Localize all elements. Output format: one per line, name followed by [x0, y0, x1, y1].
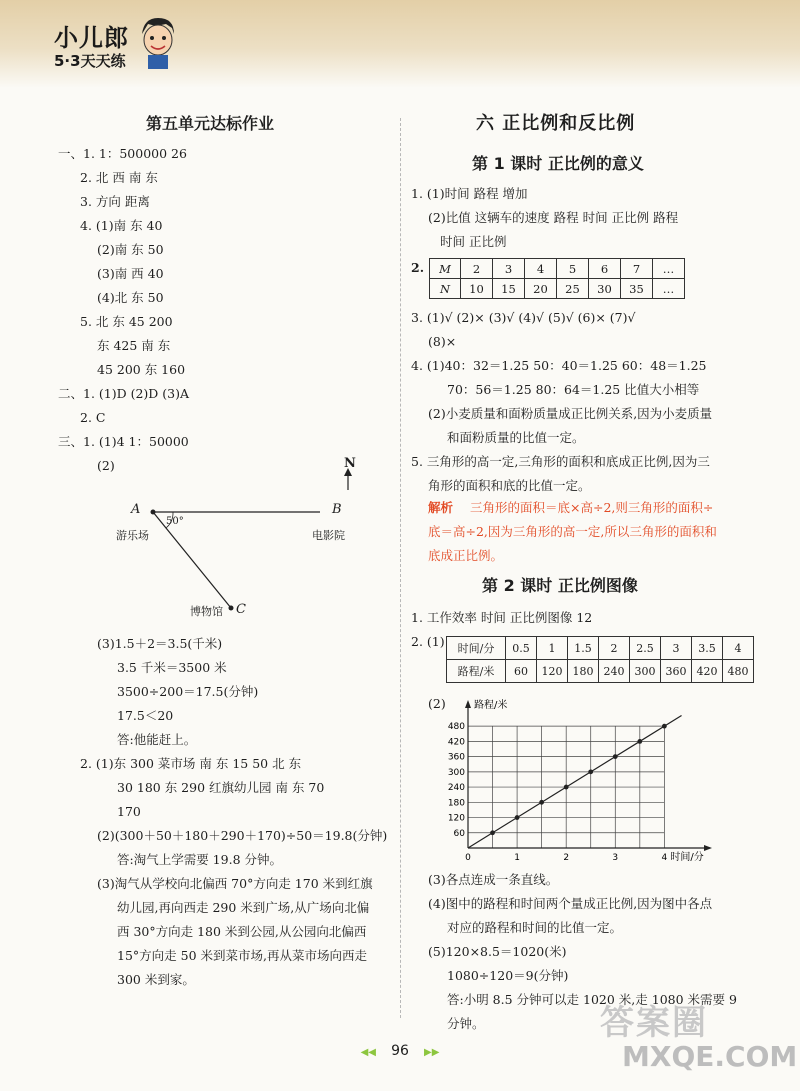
answer-line: 对应的路程和时间的比值一定。	[447, 920, 623, 935]
answer-line: (2)小麦质量和面粉质量成正比例关系,因为小麦质量	[428, 406, 713, 421]
left-line: 170	[117, 804, 141, 819]
point-a	[151, 510, 156, 515]
answer-line: 5. 三角形的高一定,三角形的面积和底成正比例,因为三	[411, 454, 710, 469]
y-axis-arrow	[465, 700, 471, 708]
x-axis-label: 时间/分	[670, 852, 704, 863]
table-cell: 6	[589, 259, 621, 279]
table-cell: 1	[537, 637, 568, 660]
analysis-line: 底＝高÷2,因为三角形的高一定,所以三角形的面积和	[428, 524, 717, 539]
table-row	[447, 637, 754, 660]
answer-line: 70：56＝1.25 80：64＝1.25 比值大小相等	[447, 382, 700, 397]
left-line: 15°方向走 50 米到菜市场,再从菜市场向西走	[117, 948, 367, 963]
left-line: 答:淘气上学需要 19.8 分钟。	[117, 852, 282, 867]
table-cell: 10	[461, 279, 493, 299]
table-cell: M	[430, 259, 461, 279]
table-cell: 360	[661, 660, 692, 683]
left-line: 3500÷200＝17.5(分钟)	[117, 684, 259, 699]
answer-line: 1. (1)时间 路程 增加	[411, 186, 528, 201]
left-line: 2. C	[80, 410, 106, 425]
left-line: 二、1. (1)D (2)D (3)A	[58, 386, 190, 401]
prev-page-icon[interactable]: ◀◀	[360, 1047, 376, 1058]
left-line: 30 180 东 290 红旗幼儿园 南 东 70	[117, 780, 325, 795]
table-time-distance	[446, 636, 754, 683]
line-a-c	[153, 512, 231, 608]
brand-logo	[48, 12, 188, 72]
answer-line: (2)比值 这辆车的速度 路程 时间 正比例 路程	[428, 210, 679, 225]
answer-line: 2. (1)	[411, 634, 445, 649]
table-cell: 30	[589, 279, 621, 299]
left-line: 2. (1)东 300 菜市场 南 东 15 50 北 东	[80, 756, 302, 771]
point-b-label: B	[332, 502, 342, 517]
table-cell: 4	[525, 259, 557, 279]
left-line: 3.5 千米＝3500 米	[117, 660, 227, 675]
y-tick-label: 480	[447, 722, 465, 733]
table-cell: 5	[557, 259, 589, 279]
analysis-line: 三角形的面积＝底×高÷2,则三角形的面积÷	[470, 500, 714, 515]
left-line: 西 30°方向走 180 米到公园,从公园向北偏西	[117, 924, 367, 939]
watermark-url: MXQE.COM	[622, 1040, 798, 1073]
y-tick-label: 360	[447, 752, 465, 763]
north-label: N	[344, 456, 356, 471]
table-cell: 2	[599, 637, 630, 660]
table-cell: 2.5	[630, 637, 661, 660]
chapter-title: 六 正比例和反比例	[476, 113, 636, 134]
x-tick-label: 2	[563, 853, 570, 863]
data-point	[588, 769, 593, 774]
data-point	[564, 785, 569, 790]
table-cell: 4	[723, 637, 754, 660]
table-cell: 3	[493, 259, 525, 279]
table-cell: 3.5	[692, 637, 723, 660]
watermark-text: 答案圈	[600, 1003, 708, 1043]
column-divider	[400, 118, 401, 1018]
data-point	[490, 830, 495, 835]
answer-line: 分钟。	[447, 1016, 485, 1031]
table-cell: 时间/分	[447, 637, 506, 660]
x-axis-arrow	[704, 845, 712, 851]
answer-line: (4)图中的路程和时间两个量成正比例,因为图中各点	[428, 896, 713, 911]
left-line: 一、1. 1：500000 26	[58, 146, 187, 161]
y-axis-label: 路程/米	[474, 700, 508, 711]
distance-time-chart	[440, 696, 740, 866]
y-tick-label: 120	[447, 813, 465, 824]
data-point	[539, 800, 544, 805]
mascot-icon	[136, 14, 180, 70]
analysis-label: 解析	[428, 500, 454, 515]
answer-line: 角形的面积和底的比值一定。	[428, 478, 591, 493]
series-line	[468, 715, 682, 848]
y-tick-label: 60	[453, 828, 465, 839]
left-line: 答:他能赶上。	[117, 732, 197, 747]
table-cell: 240	[599, 660, 630, 683]
left-line: 幼儿园,再向西走 290 米到广场,从广场向北偏	[117, 900, 370, 915]
lesson1-title: 第 1 课时 正比例的意义	[472, 154, 644, 173]
point-a-label: A	[131, 502, 141, 517]
table-cell: 300	[630, 660, 661, 683]
left-line: 东 425 南 东	[97, 338, 171, 353]
point-c	[229, 606, 234, 611]
answer-line: 1080÷120＝9(分钟)	[447, 968, 569, 983]
left-line: 2. 北 西 南 东	[80, 170, 158, 185]
left-section-title: 第五单元达标作业	[146, 114, 275, 133]
left-line: (3)南 西 40	[97, 266, 164, 281]
table-row	[430, 259, 685, 279]
table-cell: 7	[621, 259, 653, 279]
brand-subtitle: 5·3天天练	[54, 52, 126, 70]
left-line: 4. (1)南 东 40	[80, 218, 163, 233]
table-cell: 35	[621, 279, 653, 299]
table-cell: 480	[723, 660, 754, 683]
table-cell: 60	[506, 660, 537, 683]
answer-line: 3. (1)√ (2)× (3)√ (4)√ (5)√ (6)× (7)√	[411, 310, 636, 325]
place-label: 博物馆	[190, 605, 223, 618]
left-line: 45 200 东 160	[97, 362, 186, 377]
table-cell: 0.5	[506, 637, 537, 660]
table-cell: …	[653, 279, 685, 299]
answer-line: 4. (1)40：32＝1.25 50：40＝1.25 60：48＝1.25	[411, 358, 707, 373]
x-tick-label: 4	[661, 853, 668, 863]
answer-line: 1. 工作效率 时间 正比例图像 12	[411, 610, 593, 625]
table-cell: 180	[568, 660, 599, 683]
point-c-label: C	[236, 602, 246, 617]
table-cell: N	[430, 279, 461, 299]
table-cell: 3	[661, 637, 692, 660]
table-cell: 2	[461, 259, 493, 279]
brand-title: 小儿郎	[54, 24, 129, 52]
answer-line: (8)×	[428, 334, 457, 349]
lesson2-title: 第 2 课时 正比例图像	[482, 576, 638, 595]
y-tick-label: 180	[447, 798, 465, 809]
table-cell: 路程/米	[447, 660, 506, 683]
left-line: (2)南 东 50	[97, 242, 164, 257]
answer-line: 时间 正比例	[440, 234, 507, 249]
left-line: (2)(300＋50＋180＋290＋170)÷50＝19.8(分钟)	[97, 828, 388, 843]
table-cell: 120	[537, 660, 568, 683]
left-line: (4)北 东 50	[97, 290, 164, 305]
y-tick-label: 240	[447, 783, 465, 794]
next-page-icon[interactable]: ▶▶	[424, 1047, 440, 1058]
x-tick-label: 0	[465, 853, 471, 863]
table-m-n	[429, 258, 685, 299]
y-tick-label: 420	[447, 737, 465, 748]
table-cell: 25	[557, 279, 589, 299]
page-number: 96	[391, 1043, 409, 1059]
left-line: (2)	[97, 458, 115, 473]
answer-line: (3)各点连成一条直线。	[428, 872, 559, 887]
answer-line: (5)120×8.5＝1020(米)	[428, 944, 567, 959]
angle-label: 50°	[166, 516, 184, 527]
table-row	[430, 279, 685, 299]
table-cell: 20	[525, 279, 557, 299]
data-point	[515, 815, 520, 820]
left-line: 300 米到家。	[117, 972, 195, 987]
left-line: 5. 北 东 45 200	[80, 314, 173, 329]
table-row	[447, 660, 754, 683]
data-point	[613, 754, 618, 759]
data-point	[637, 739, 642, 744]
left-line: 17.5＜20	[117, 708, 174, 723]
answer-line: 答:小明 8.5 分钟可以走 1020 米,走 1080 米需要 9	[447, 992, 737, 1007]
x-tick-label: 1	[514, 853, 520, 863]
data-point	[662, 724, 667, 729]
answer-line: 和面粉质量的比值一定。	[447, 430, 585, 445]
x-tick-label: 3	[612, 853, 619, 863]
place-label: 电影院	[312, 529, 345, 542]
analysis-line: 底成正比例。	[428, 548, 504, 563]
table-cell: …	[653, 259, 685, 279]
answer-number: 2.	[411, 260, 425, 275]
left-line: (3)淘气从学校向北偏西 70°方向走 170 米到红旗	[97, 876, 373, 891]
answer-line: (2)	[428, 696, 446, 711]
left-line: (3)1.5＋2＝3.5(千米)	[97, 636, 223, 651]
table-cell: 15	[493, 279, 525, 299]
left-line: 3. 方向 距离	[80, 194, 150, 209]
left-line: 三、1. (1)4 1：50000	[58, 434, 189, 449]
y-tick-label: 300	[447, 767, 465, 778]
place-label: 游乐场	[116, 529, 149, 542]
table-cell: 420	[692, 660, 723, 683]
table-cell: 1.5	[568, 637, 599, 660]
